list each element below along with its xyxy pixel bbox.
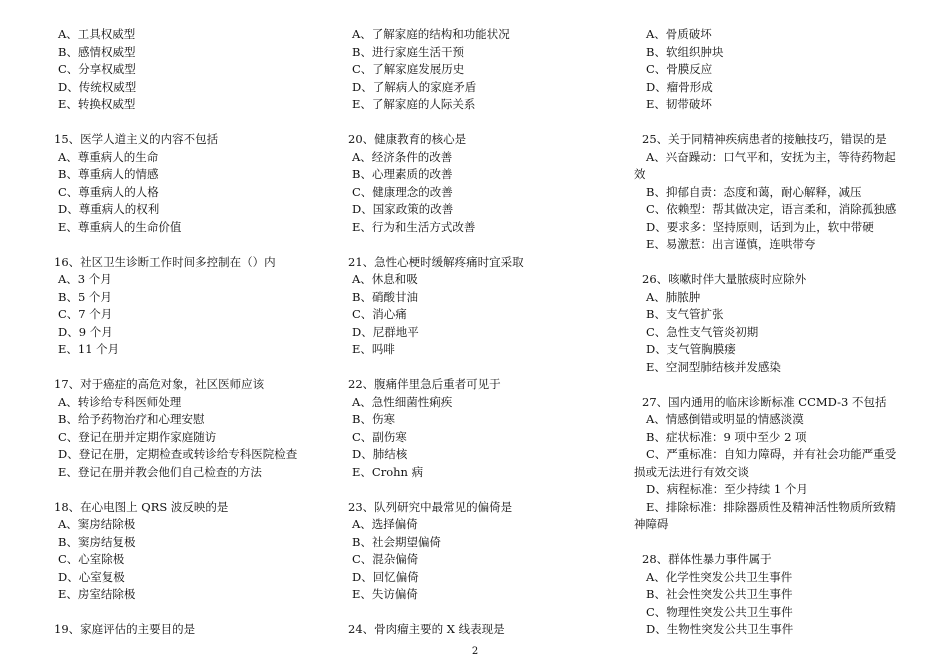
column-left	[46, 26, 311, 656]
answer-option: E、韧带破坏	[646, 97, 712, 111]
question-block	[46, 499, 311, 604]
question-block	[46, 131, 311, 236]
question-stem: 16、社区卫生诊断工作时间多控制在（）内	[54, 254, 276, 269]
question-block	[340, 376, 605, 481]
answer-option: C、分享权威型	[58, 62, 136, 76]
answer-option: C、骨膜反应	[646, 62, 713, 76]
column-right	[634, 26, 899, 656]
answer-option: E、易激惹：出言谨慎，连哄带夸	[646, 237, 816, 251]
answer-option: D、了解病人的家庭矛盾	[352, 79, 477, 94]
question-stem: 25、关于同精神疾病患者的接触技巧，错误的是	[642, 132, 887, 146]
answer-option: A、肺脓肿	[646, 289, 701, 304]
answer-option: A、尊重病人的生命	[58, 149, 159, 164]
column-middle	[340, 26, 605, 656]
answer-option: C、混杂偏倚	[352, 552, 419, 566]
answer-option: A、急性细菌性痢疾	[352, 394, 453, 409]
question-block	[634, 271, 899, 376]
question-stem: 27、国内通用的临床诊断标准 CCMD-3 不包括	[642, 394, 887, 409]
answer-option: B、窦房结复极	[58, 534, 136, 549]
question-block	[340, 131, 605, 236]
answer-option: B、软组织肿块	[646, 44, 724, 59]
answer-option: A、3 个月	[58, 272, 112, 286]
answer-option: B、5 个月	[58, 289, 112, 304]
answer-option: A、休息和吸	[352, 272, 418, 286]
answer-option: D、传统权威型	[58, 79, 137, 94]
question-stem: 17、对于癌症的高危对象，社区医师应该	[54, 377, 265, 391]
answer-option: C、尊重病人的人格	[58, 184, 159, 199]
answer-option: D、病程标准：至少持续 1 个月	[646, 482, 808, 496]
answer-option: A、经济条件的改善	[352, 149, 453, 164]
answer-option: D、9 个月	[58, 324, 113, 339]
answer-option: B、社会期望偏倚	[352, 534, 441, 549]
answer-option: E、Crohn 病	[352, 464, 424, 479]
answer-option: C、依赖型：帮其做决定，语言柔和，消除孤独感	[646, 202, 897, 216]
answer-option: D、登记在册，定期检查或转诊给专科医院检查	[58, 447, 298, 461]
answer-option: D、心室复极	[58, 569, 125, 584]
answer-option: C、7 个月	[58, 307, 113, 321]
answer-option: B、给予药物治疗和心理安慰	[58, 412, 205, 426]
question-block	[340, 26, 605, 114]
answer-option: E、11 个月	[58, 342, 120, 356]
answer-option: B、进行家庭生活干预	[352, 44, 464, 59]
question-stem: 15、医学人道主义的内容不包括	[54, 132, 219, 146]
answer-option: B、支气管扩张	[646, 307, 724, 321]
answer-option: C、登记在册并定期作家庭随访	[58, 429, 217, 444]
question-stem: 18、在心电图上 QRS 波反映的是	[54, 499, 229, 514]
answer-option: D、瘤骨形成	[646, 79, 713, 94]
answer-option: D、要求多：坚持原则，话到为止，软中带硬	[646, 219, 874, 234]
question-stem: 21、急性心梗时缓解疼痛时宜采取	[348, 254, 524, 269]
answer-option: C、消心痛	[352, 307, 407, 321]
answer-option: B、社会性突发公共卫生事件	[646, 587, 793, 601]
answer-option: B、心理素质的改善	[352, 167, 453, 181]
question-block	[46, 254, 311, 359]
answer-option: C、物理性突发公共卫生事件	[646, 604, 793, 619]
question-block	[634, 131, 899, 254]
answer-option: B、感情权威型	[58, 44, 136, 59]
answer-option: D、尊重病人的权利	[58, 202, 160, 216]
question-block	[634, 26, 899, 114]
answer-option: B、尊重病人的情感	[58, 167, 159, 181]
answer-option: A、骨质破坏	[646, 27, 712, 41]
answer-option: D、国家政策的改善	[352, 202, 454, 216]
answer-option: E、房室结除极	[58, 587, 136, 601]
answer-option: D、肺结核	[352, 447, 408, 461]
question-stem: 19、家庭评估的主要目的是	[54, 622, 196, 636]
answer-option: E、转换权威型	[58, 97, 136, 111]
answer-option: E、了解家庭的人际关系	[352, 97, 476, 111]
question-stem: 23、队列研究中最常见的偏倚是	[348, 499, 513, 514]
answer-option: A、选择偏倚	[352, 517, 418, 531]
answer-option: E、空洞型肺结核并发感染	[646, 359, 781, 374]
answer-option: B、伤寒	[352, 412, 395, 426]
answer-option: B、硝酸甘油	[352, 289, 418, 304]
question-block	[340, 254, 605, 359]
answer-option: E、行为和生活方式改善	[352, 219, 476, 234]
answer-option: A、了解家庭的结构和功能状况	[352, 27, 510, 41]
question-stem: 22、腹痛伴里急后重者可见于	[348, 377, 501, 391]
answer-option: E、吗啡	[352, 342, 395, 356]
answer-option: A、窦房结除极	[58, 517, 136, 531]
answer-option: B、抑郁自责：态度和蔼，耐心解释，减压	[646, 184, 862, 199]
question-stem: 26、咳嗽时伴大量脓痰时应除外	[642, 272, 807, 286]
question-stem: 20、健康教育的核心是	[348, 132, 467, 146]
question-block	[634, 394, 899, 534]
question-block	[634, 551, 899, 639]
answer-option: A、化学性突发公共卫生事件	[646, 569, 793, 584]
answer-option: C、健康理念的改善	[352, 184, 453, 199]
answer-option: B、症状标准：9 项中至少 2 项	[646, 429, 807, 444]
answer-option: C、急性支气管炎初期	[646, 324, 759, 339]
answer-option: D、尼群地平	[352, 324, 419, 339]
question-stem: 24、骨肉瘤主要的 X 线表现是	[348, 622, 505, 636]
question-stem: 28、群体性暴力事件属于	[642, 552, 772, 566]
question-block	[46, 621, 311, 639]
answer-option: E、排除标准：排除器质性及精神活性物质所致精神障碍	[634, 499, 896, 531]
question-block	[340, 499, 605, 604]
question-block	[46, 26, 311, 114]
answer-option: D、生物性突发公共卫生事件	[646, 622, 794, 636]
page-number: 2	[471, 646, 479, 657]
answer-option: A、情感倒错或明显的情感淡漠	[646, 412, 804, 426]
answer-option: C、严重标准：自知力障碍，并有社会功能严重受损或无法进行有效交谈	[634, 447, 897, 479]
answer-option: A、工具权威型	[58, 27, 136, 41]
answer-option: A、转诊给专科医师处理	[58, 394, 182, 409]
question-block	[46, 376, 311, 481]
answer-option: D、支气管胸膜瘘	[646, 342, 736, 356]
answer-option: D、回忆偏倚	[352, 569, 419, 584]
answer-option: A、兴奋躁动：口气平和，安抚为主，等待药物起效	[634, 149, 896, 181]
answer-option: C、副伤寒	[352, 429, 407, 444]
answer-option: E、登记在册并教会他们自己检查的方法	[58, 464, 262, 479]
answer-option: E、失访偏倚	[352, 587, 418, 601]
answer-option: C、心室除极	[58, 552, 125, 566]
question-block	[340, 621, 605, 639]
answer-option: E、尊重病人的生命价值	[58, 219, 182, 234]
answer-option: C、了解家庭发展历史	[352, 62, 465, 76]
